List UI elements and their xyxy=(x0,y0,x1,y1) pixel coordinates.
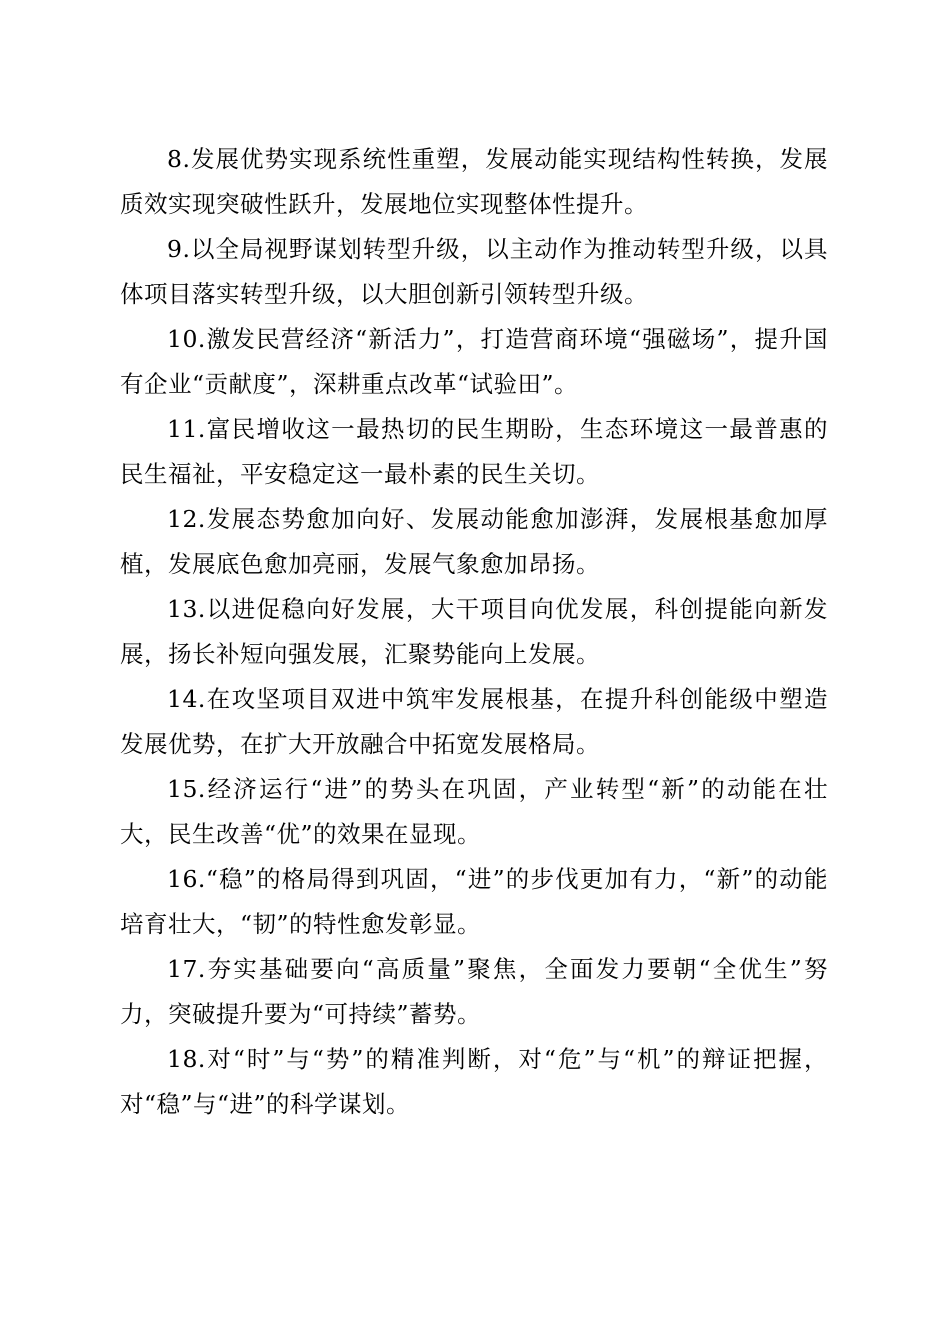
paragraph-15: 15.经济运行“进”的势头在巩固，产业转型“新”的动能在壮大，民生改善“优”的效果在显现。 xyxy=(120,775,828,848)
paragraph-8: 8.发展优势实现系统性重塑，发展动能实现结构性转换，发展质效实现突破性跃升，发展地位实现整体性提升。 xyxy=(120,145,828,218)
paragraph-16: 16.“稳”的格局得到巩固，“进”的步伐更加有力，“新”的动能培育壮大，“韧”的特性愈发彰显。 xyxy=(120,865,828,938)
paragraph-9: 9.以全局视野谋划转型升级，以主动作为推动转型升级，以具体项目落实转型升级，以大胆创新引领转型升级。 xyxy=(120,235,828,308)
paragraph-13: 13.以进促稳向好发展，大干项目向优发展，科创提能向新发展，扬长补短向强发展，汇聚势能向上发展。 xyxy=(120,595,828,668)
paragraph-17: 17.夯实基础要向“高质量”聚焦，全面发力要朝“全优生”努力，突破提升要为“可持续”蓄势。 xyxy=(120,955,828,1028)
paragraph-10: 10.激发民营经济“新活力”，打造营商环境“强磁场”，提升国有企业“贡献度”，深耕重点改革“试验田”。 xyxy=(120,325,828,398)
document-body xyxy=(120,137,828,1127)
paragraph-14: 14.在攻坚项目双进中筑牢发展根基，在提升科创能级中塑造发展优势，在扩大开放融合中拓宽发展格局。 xyxy=(120,685,828,758)
paragraph-11: 11.富民增收这一最热切的民生期盼，生态环境这一最普惠的民生福祉，平安稳定这一最朴素的民生关切。 xyxy=(120,415,828,488)
paragraph-18: 18.对“时”与“势”的精准判断，对“危”与“机”的辩证把握，对“稳”与“进”的科学谋划。 xyxy=(120,1045,828,1118)
paragraph-12: 12.发展态势愈加向好、发展动能愈加澎湃，发展根基愈加厚植，发展底色愈加亮丽，发展气象愈加昂扬。 xyxy=(120,505,828,578)
